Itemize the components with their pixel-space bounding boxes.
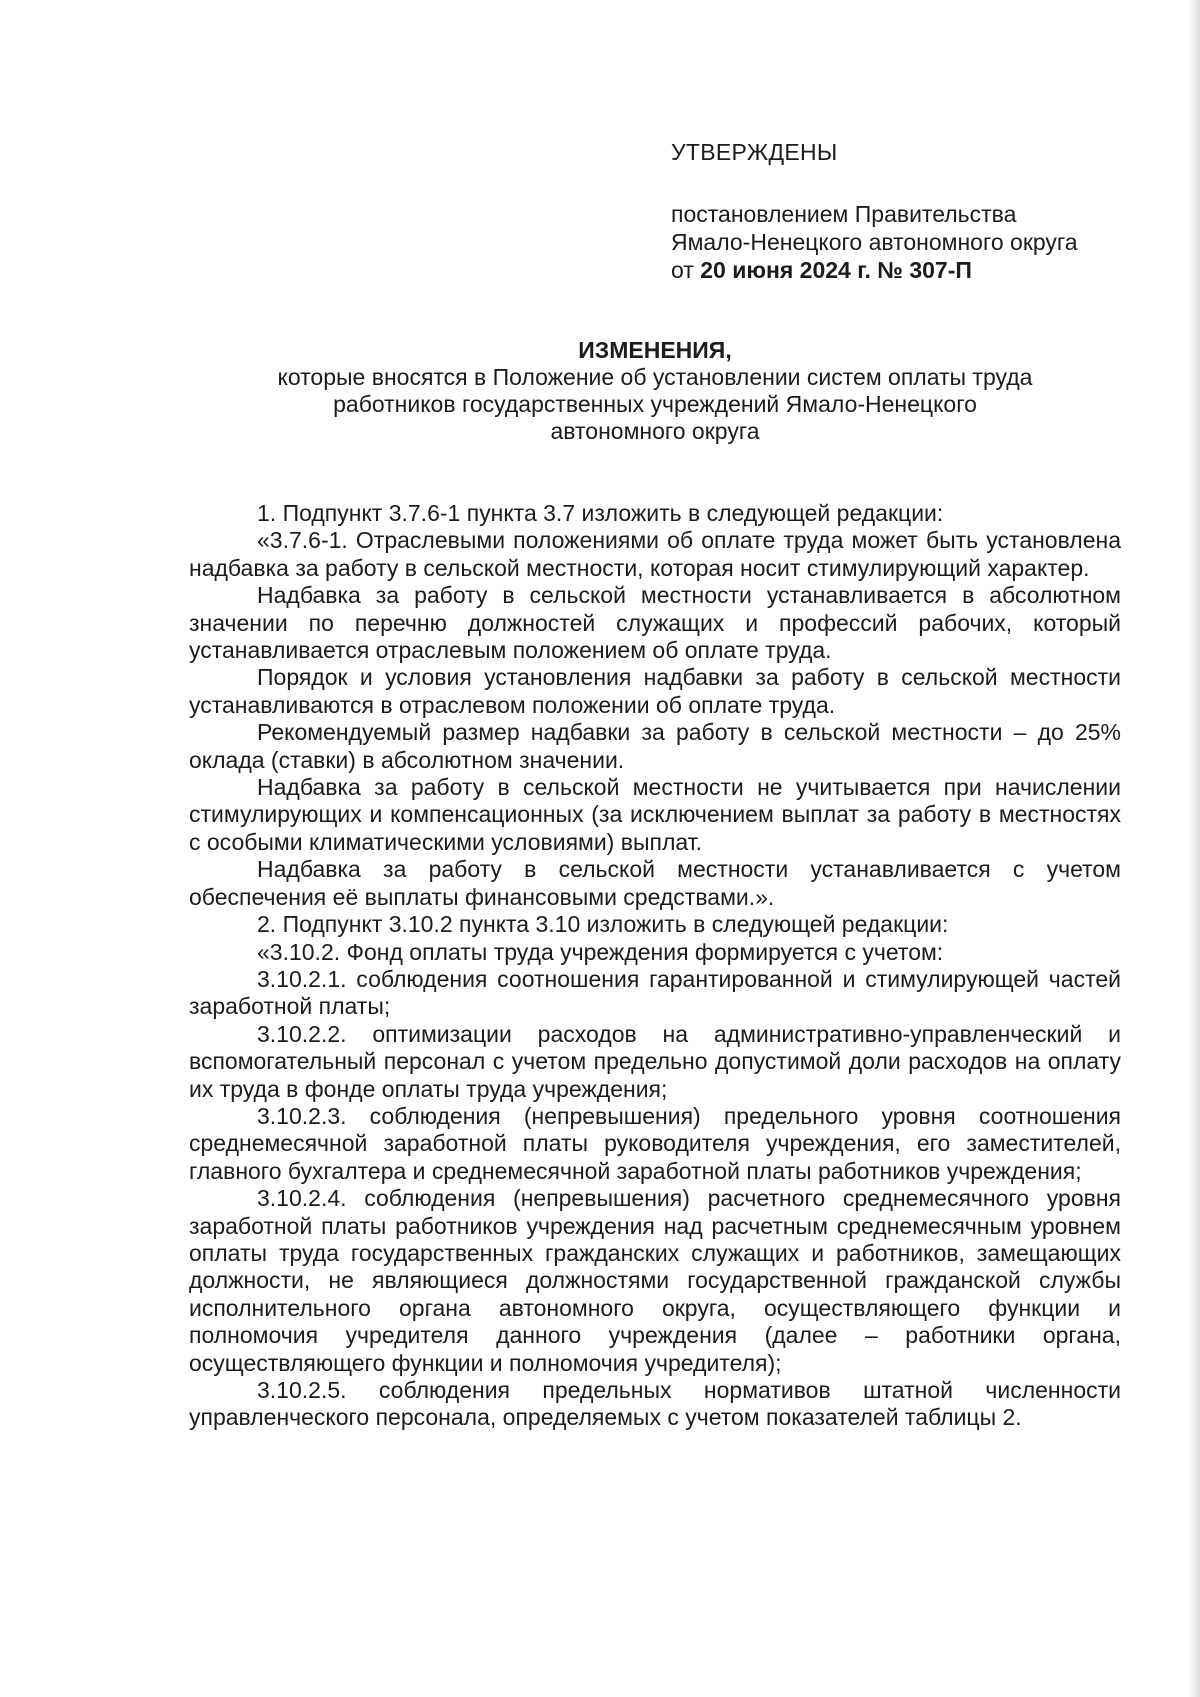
paragraph-3-10-2-3: 3.10.2.3. соблюдения (непревышения) предельного уровня соотношения среднемесячной заработной платы руководителя учреждения, его заместителей, главного бухгалтера и среднемесячной заработной платы работников учреждения; — [189, 1102, 1121, 1184]
document-title: ИЗМЕНЕНИЯ, — [578, 337, 732, 363]
paragraph-3-10-2-1: 3.10.2.1. соблюдения соотношения гарантированной и стимулирующей частей заработной платы; — [189, 965, 1121, 1020]
paragraph-3-7-6-1: «3.7.6-1. Отраслевыми положениями об оплате труда может быть установлена надбавка за работу в сельской местности, которая носит стимулирующий характер. — [189, 527, 1121, 581]
paragraph-3-10-2-5: 3.10.2.5. соблюдения предельных нормативов штатной численности управленческого персонала, определяемых с учетом показателей таблицы 2. — [189, 1377, 1121, 1431]
document-subtitle-line: которые вносятся в Положение об установлении систем оплаты труда — [277, 364, 1033, 390]
approval-stamp: УТВЕРЖДЕНЫ — [671, 139, 838, 165]
approval-date-line — [671, 256, 1078, 284]
paragraph-3-10-2-4: 3.10.2.4. соблюдения (непревышения) расчетного среднемесячного уровня заработной платы работников учреждения над расчетным среднемесячным уровнем оплаты труда государственных гражданских служащих и работников, замещающих должности, не являющиеся должностями государственной гражданской службы исполнительного органа автономного округа, осуществляющего функции и полномочия учредителя данного учреждения (далее – работники органа, осуществляющего функции и полномочия учредителя); — [189, 1185, 1121, 1376]
document-subtitle-line: работников государственных учреждений Ямало-Ненецкого — [333, 391, 977, 417]
document-heading — [189, 336, 1121, 445]
document-body — [189, 500, 1121, 1432]
paragraph-item-2-intro: 2. Подпункт 3.10.2 пункта 3.10 изложить в следующей редакции: — [257, 911, 949, 938]
paragraph-rural-allowance-scope: Надбавка за работу в сельской местности устанавливается в абсолютном значении по перечню должностей служащих и профессий рабочих, который устанавливается отраслевым положением об оплате труда. — [189, 582, 1121, 664]
approval-block — [671, 138, 1078, 284]
paragraph-3-10-2-2: 3.10.2.2. оптимизации расходов на административно-управленческий и вспомогательный персонал с учетом предельно допустимой доли расходов на оплату их труда в фонде оплаты труда учреждения; — [189, 1020, 1121, 1102]
paragraph-item-1-intro: 1. Подпункт 3.7.6-1 пункта 3.7 изложить в следующей редакции: — [257, 500, 944, 526]
paragraph-rural-allowance-procedure: Порядок и условия установления надбавки за работу в сельской местности устанавливаются в отраслевом положении об оплате труда. — [189, 664, 1121, 718]
paragraph-rural-allowance-size: Рекомендуемый размер надбавки за работу в сельской местности – до 25% оклада (ставки) в абсолютном значении. — [189, 719, 1121, 773]
approval-issuer: постановлением Правительства — [671, 201, 1017, 227]
paragraph-rural-allowance-exclusion: Надбавка за работу в сельской местности не учитывается при начислении стимулирующих и компенсационных (за исключением выплат за работу в местностях с особыми климатическими условиями) выплат. — [189, 774, 1121, 855]
approval-region: Ямало-Ненецкого автономного округа — [671, 229, 1078, 255]
approval-date: 20 июня 2024 г. № 307-П — [700, 257, 972, 283]
paragraph-3-10-2: «3.10.2. Фонд оплаты труда учреждения формируется с учетом: — [257, 938, 944, 965]
approval-date-prefix: от — [671, 257, 701, 283]
page-edge-shadow — [1188, 0, 1200, 1697]
paragraph-rural-allowance-funding: Надбавка за работу в сельской местности устанавливается с учетом обеспечения её выплаты финансовыми средствами.». — [189, 856, 1121, 910]
document-subtitle-line: автономного округа — [550, 418, 760, 444]
